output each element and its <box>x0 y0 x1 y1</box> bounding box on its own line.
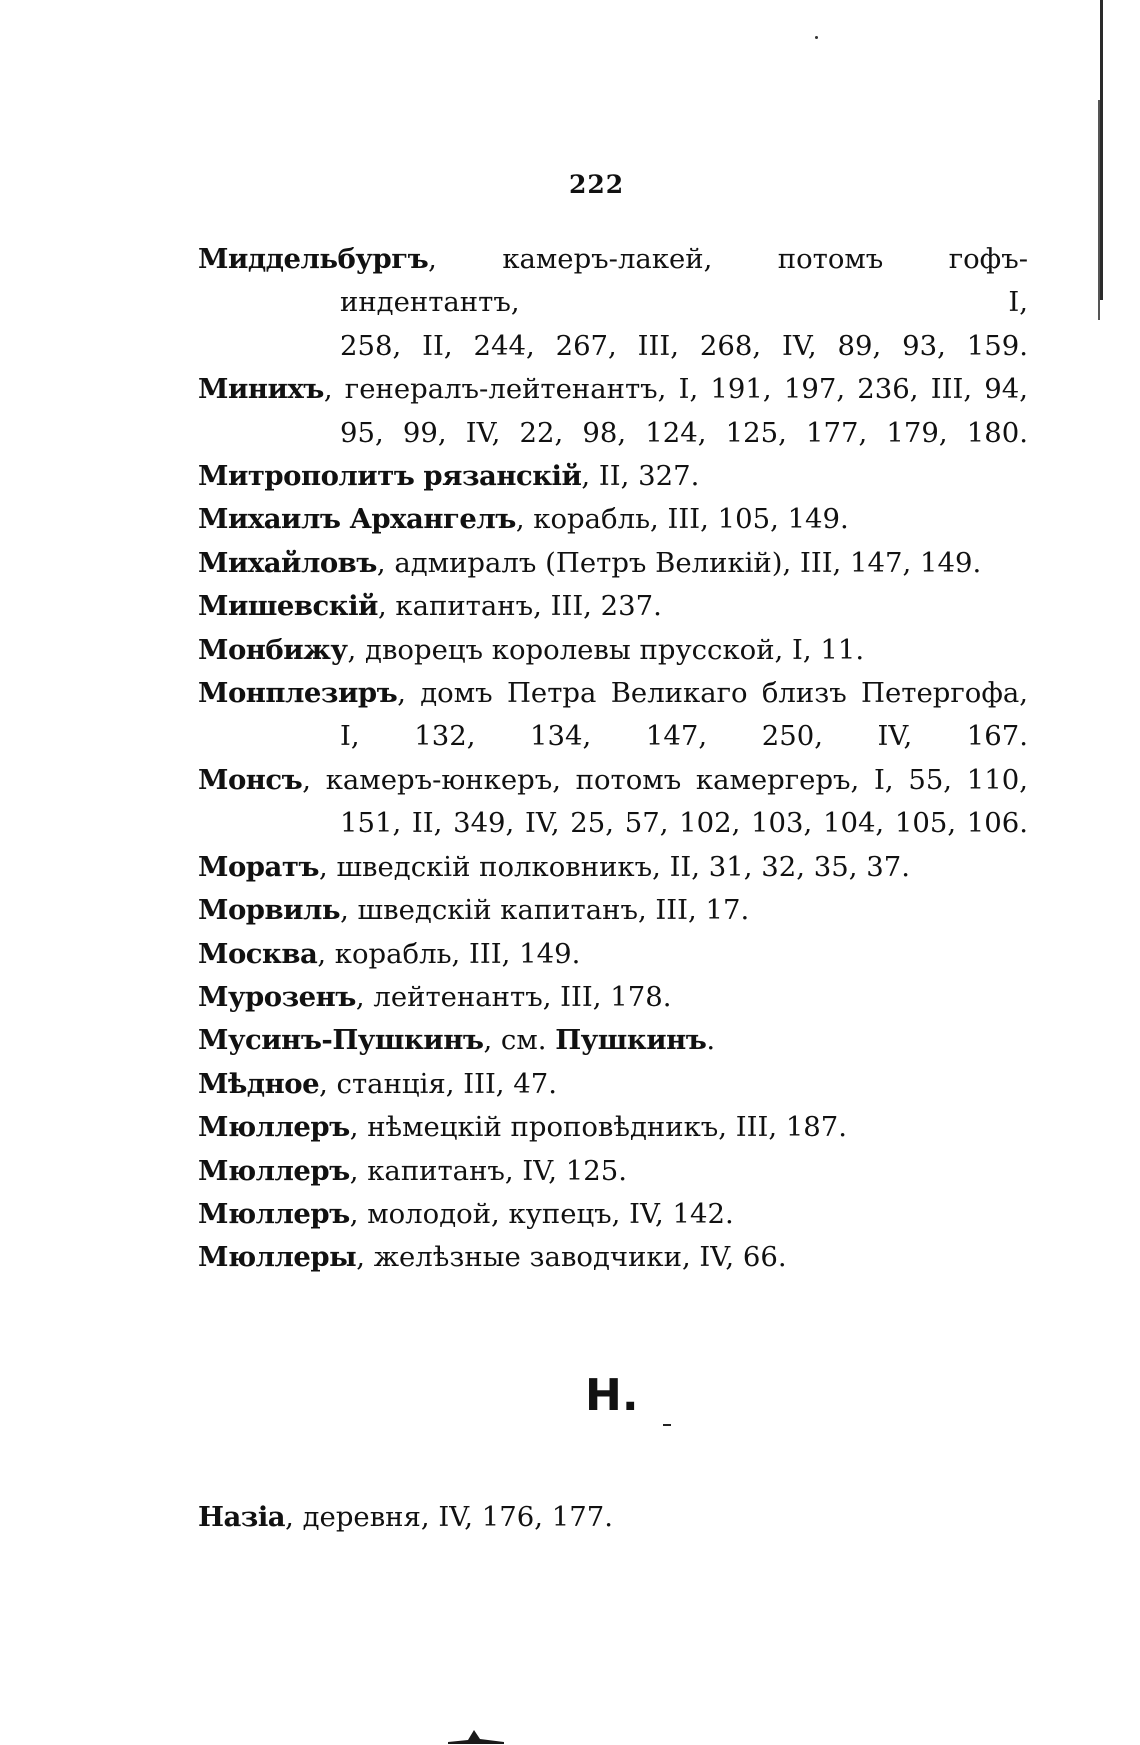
entry-headword: Моратъ <box>198 850 319 883</box>
entry-text: , генералъ-лейтенантъ, I, 191, 197, 236, III, 94, 95, <box>323 373 1028 449</box>
entry-headword: Мюллеры <box>198 1241 357 1274</box>
index-entry <box>198 933 1028 976</box>
entry-continuation: 258, II, 244, 267, III, 268, IV, 89, 93, 159. <box>340 329 1028 362</box>
page-number: 222 <box>569 170 625 199</box>
ornament-flourish-icon <box>446 1720 506 1745</box>
entry-headword: Мюллеръ <box>198 1154 350 1187</box>
section-letter-heading: Н. <box>585 1370 639 1421</box>
entry-headword: Назіа <box>198 1501 286 1533</box>
entry-headword: Михайловъ <box>198 546 377 579</box>
print-mark <box>663 1424 671 1426</box>
entry-text: , дворецъ королевы прусской, I, 11. <box>347 633 865 666</box>
index-entry <box>198 1106 1028 1149</box>
entry-text: , корабль, III, 105, 149. <box>515 503 849 536</box>
entry-headword: Митрополитъ рязанскій <box>198 460 582 493</box>
entry-headword: Мѣдное <box>198 1067 320 1100</box>
index-entry <box>198 1496 613 1539</box>
index-entry <box>198 238 1028 368</box>
index-entry <box>198 889 1028 932</box>
entry-continuation: 99, IV, 22, 98, 124, 125, 177, 179, 180. <box>402 416 1028 449</box>
index-entry <box>198 1236 1028 1279</box>
entry-text: , адмиралъ (Петръ Великій), III, 147, 149. <box>376 546 982 579</box>
index-entry <box>198 846 1028 889</box>
entry-headword: Миддельбургъ <box>198 243 429 275</box>
entry-text: , камеръ-лакей, потомъ гофъ-индентантъ, I, <box>340 243 1028 319</box>
index-entry <box>198 976 1028 1019</box>
index-entry <box>198 629 1028 672</box>
index-entry <box>198 1193 1028 1236</box>
entry-text: , лейтенантъ, III, 178. <box>355 980 672 1013</box>
entry-headword: Морвиль <box>198 894 341 927</box>
entry-headword: Монплезиръ <box>198 677 398 710</box>
entry-headword: Монсъ <box>198 763 303 796</box>
entry-cross-reference: Пушкинъ <box>555 1024 707 1057</box>
entry-headword: Мишевскій <box>198 590 378 623</box>
entry-text: , станція, III, 47. <box>319 1067 558 1100</box>
speck <box>815 36 818 39</box>
entry-headword: Минихъ <box>198 373 324 406</box>
index-entry <box>198 759 1028 846</box>
index-entries <box>198 238 1028 1280</box>
entry-text: . <box>706 1024 716 1057</box>
index-entry <box>198 1063 1028 1106</box>
entry-text: , капитанъ, III, 237. <box>377 590 662 623</box>
entry-text: , нѣмецкій проповѣдникъ, III, 187. <box>349 1111 848 1144</box>
index-entry <box>198 542 1028 585</box>
entry-text: , см. <box>483 1024 556 1057</box>
page-edge-line <box>1100 0 1103 300</box>
entry-text: , камеръ-юнкеръ, потомъ камергеръ, I, 55, 110, 151, <box>302 763 1028 840</box>
entry-headword: Михаилъ Архангелъ <box>198 503 516 536</box>
index-entry <box>198 672 1028 759</box>
entry-text: , желѣзные заводчики, IV, 66. <box>356 1241 787 1274</box>
index-entry <box>198 368 1028 455</box>
entry-text: , шведскій полковникъ, II, 31, 32, 35, 37. <box>318 850 910 883</box>
entry-headword: Монбижу <box>198 633 348 666</box>
entry-headword: Мурозенъ <box>198 980 356 1013</box>
entry-text: , капитанъ, IV, 125. <box>349 1154 628 1187</box>
entry-text: , корабль, III, 149. <box>317 937 581 970</box>
entry-text: , II, 327. <box>581 460 700 493</box>
entry-text: , шведскій капитанъ, III, 17. <box>340 894 750 927</box>
index-entry <box>198 585 1028 628</box>
index-entry <box>198 498 1028 541</box>
entry-headword: Мусинъ-Пушкинъ <box>198 1024 484 1057</box>
entry-continuation: 134, 147, 250, IV, 167. <box>530 720 1029 753</box>
entry-headword: Москва <box>198 937 318 970</box>
entry-continuation: II, 349, IV, 25, 57, 102, 103, 104, 105, 106. <box>411 807 1028 840</box>
entry-text: , домъ Петра Великаго близъ Петергофа, I, 132, <box>340 677 1028 753</box>
index-entry <box>198 1150 1028 1193</box>
entry-text: , молодой, купецъ, IV, 142. <box>349 1197 734 1230</box>
entry-headword: Мюллеръ <box>198 1111 350 1144</box>
index-entry <box>198 1019 1028 1062</box>
index-entry <box>198 455 1028 498</box>
entry-headword: Мюллеръ <box>198 1197 350 1230</box>
entry-text: , деревня, IV, 176, 177. <box>285 1501 613 1533</box>
page-edge-line <box>1098 100 1100 320</box>
